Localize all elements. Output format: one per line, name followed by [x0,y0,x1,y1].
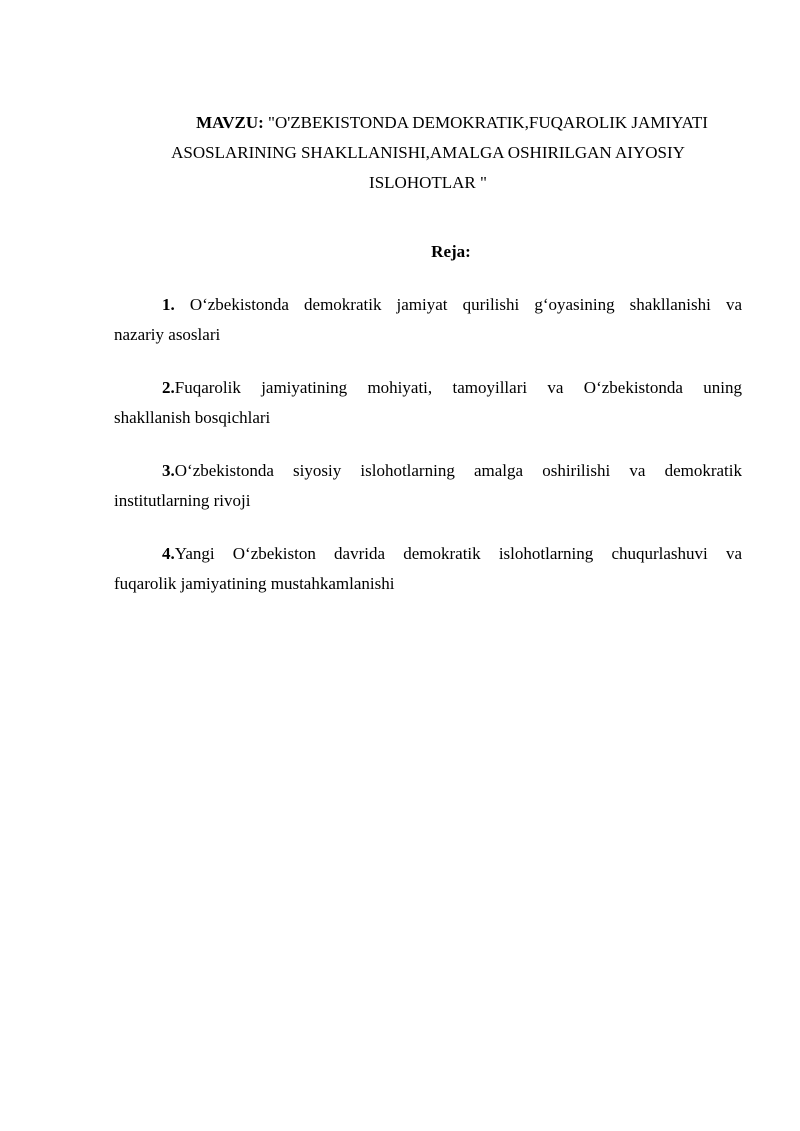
title-line-1 [114,108,742,138]
plan-item-continuation: nazariy asoslari [114,325,221,344]
title-line-2: ASOSLARINING SHAKLLANISHI,AMALGA OSHIRILGAN AIYOSIY [171,143,685,162]
document-title [114,108,742,198]
plan-item-first-line [114,290,742,320]
plan-item-number: 4. [162,544,175,563]
plan-item-text: Yangi O‘zbekiston davrida demokratik islohotlarning chuqurlashuvi va [174,544,742,563]
plan-item-text: O‘zbekistonda demokratik jamiyat qurilishi g‘oyasining shakllanishi va [174,295,742,314]
title-label: MAVZU: [196,113,264,132]
plan-item-number: 3. [162,461,175,480]
plan-item-2 [114,373,742,433]
plan-item-continuation: institutlarning rivoji [114,491,251,510]
plan-item-1 [114,290,742,350]
plan-item-4 [114,539,742,599]
plan-item-continuation: fuqarolik jamiyatining mustahkamlanishi [114,574,395,593]
plan-item-3 [114,456,742,516]
plan-item-number: 1. [162,295,175,314]
plan-item-number: 2. [162,378,175,397]
plan-item-text: O‘zbekistonda siyosiy islohotlarning amalga oshirilishi va demokratik [174,461,742,480]
plan-heading: Reja: [431,242,471,261]
title-text-1: "O'ZBEKISTONDA DEMOKRATIK,FUQAROLIK JAMIYATI [263,113,708,132]
plan-item-text: Fuqarolik jamiyatining mohiyati, tamoyillari va O‘zbekistonda uning [174,378,742,397]
plan-item-continuation: shakllanish bosqichlari [114,408,271,427]
plan-item-first-line [114,373,742,403]
plan-item-first-line [114,456,742,486]
title-line-3: ISLOHOTLAR " [369,173,487,192]
plan-item-first-line [114,539,742,569]
